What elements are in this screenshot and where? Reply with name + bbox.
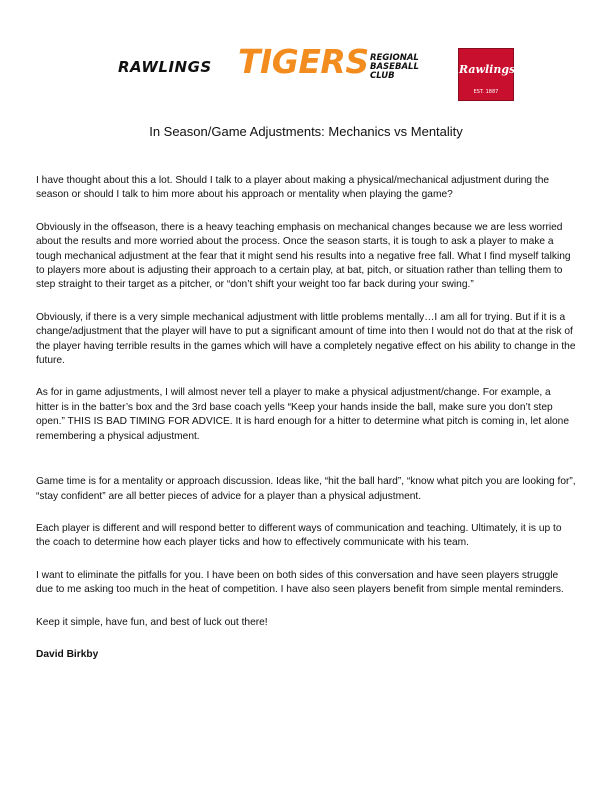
paragraph-5: Game time is for a mentality or approach discussion. Ideas like, “hit the ball hard”, “know what pitch you are looking for”, “stay confident” are all better pieces of advice for a player than a physical adjustment. (36, 476, 576, 502)
paragraph-4: As for in game adjustments, I will almost never tell a player to make a physical adjustment/change. For example, a hitter is in the batter’s box and the 3rd base coach yells “Keep your hands inside the ball, make sure you don’t step open.” THIS IS BAD TIMING FOR ADVICE. It is hard enough for a hitter to determine what pitch is coming in, let alone remembering a physical adjustment. (36, 387, 570, 442)
regional-baseball-club-text (370, 54, 419, 81)
paragraph-3: Obviously, if there is a very simple mechanical adjustment with little problems mentally…I am all for trying. But if it is a change/adjustment that the player will have to put a significant amount of time into then I would not do that at the risk of the player having terrible results in the games which will have a completely negative effect on his ability to change in the future. (36, 311, 576, 367)
paragraph-6: Each player is different and will respond better to different ways of communication and teaching. Ultimately, it is up to the coach to determine how each player ticks and how to effectively communicate with his team. (36, 522, 562, 549)
badge-script: Rawlings (459, 63, 516, 76)
article-body (36, 174, 576, 662)
paragraph-7: I want to eliminate the pitfalls for you. I have been on both sides of this conversation and have seen players struggle due to me asking too much in the heat of competition. I have also seen players benefit from simple mental reminders. (36, 569, 564, 596)
paragraph-1: I have thought about this a lot. Should I talk to a player about making a physical/mechanical adjustment during the season or should I talk to him more about his approach or mentality when playing the game? (36, 175, 550, 201)
club-text: CLUB (370, 71, 395, 81)
page-title: In Season/Game Adjustments: Mechanics vs Mentality (149, 124, 463, 139)
rawlings-wordmark: RAWLINGS (118, 58, 212, 76)
regional-text: REGIONAL (370, 53, 419, 63)
tigers-wordmark: TIGERS (238, 42, 369, 81)
baseball-text: BASEBALL (370, 62, 419, 72)
rawlings-badge-logo (458, 48, 514, 101)
header-logos (0, 44, 612, 102)
badge-est: EST. 1887 (473, 89, 499, 95)
paragraph-2: Obviously in the offseason, there is a heavy teaching emphasis on mechanical changes because we are less worried about the results and more worried about the process. Once the season starts, it is tough to ask a player to make a tough mechanical adjustment at the fear that it might send his results into a negative free fall. What I find myself talking to players more about is adjusting their approach to a certain play, at bat, pitch, or situation rather than telling them to step straight to their target as a pitcher, or “don’t shift your weight too far back during your swing.” (36, 221, 571, 291)
author-signature: David Birkby (36, 648, 99, 660)
paragraph-8: Keep it simple, have fun, and best of luck out there! (36, 616, 268, 628)
